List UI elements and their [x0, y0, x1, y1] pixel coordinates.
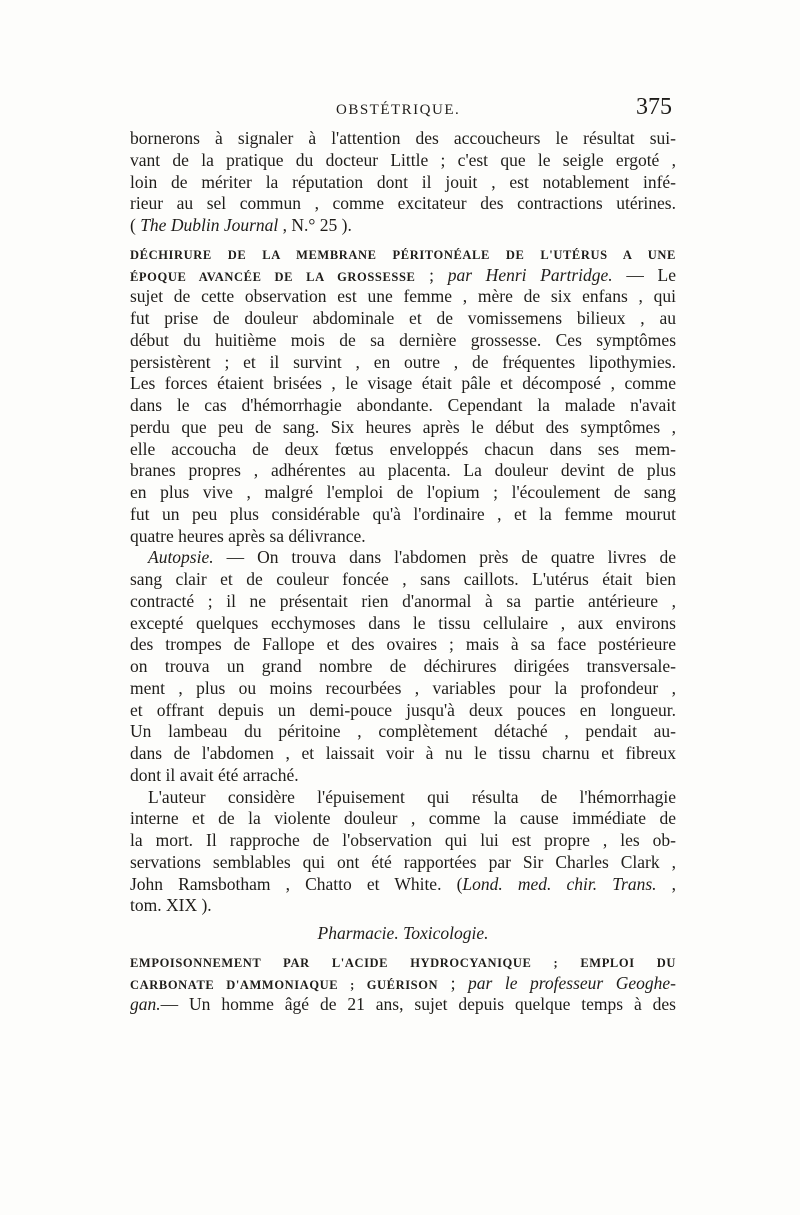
text-line	[130, 973, 676, 995]
italic-text: The Dublin Journal	[140, 215, 279, 235]
text-line	[130, 547, 676, 569]
text-run: la mort. Il rapproche de l'observation qui lui est propre , les ob-	[130, 830, 676, 850]
page-number: 375	[636, 94, 672, 120]
text-run: (	[130, 215, 141, 235]
text-line	[130, 923, 676, 945]
text-run: John Ramsbotham , Chatto et White. (	[130, 873, 463, 894]
text-line	[130, 395, 676, 417]
text-run: vant de la pratique du docteur Little ; c'est que le seigle ergoté ,	[130, 149, 676, 170]
text-line	[130, 634, 676, 656]
text-line	[130, 721, 676, 743]
text-run: dont il avait été arraché.	[130, 764, 299, 785]
text-line	[130, 743, 676, 765]
text-run: fut un peu plus considérable qu'à l'ordinaire , et la femme mourut	[130, 503, 676, 524]
text-run: perdu que peu de sang. Six heures après le début des symptômes ,	[130, 416, 676, 437]
text-run: , N.° 25 ).	[278, 215, 352, 235]
text-run: fut prise de douleur abdominale et de vomissemens bilieux , au	[130, 308, 676, 328]
text-line	[130, 526, 676, 548]
text-line	[130, 808, 676, 830]
page-body	[130, 128, 676, 1016]
text-line	[130, 286, 676, 308]
text-run: — Un homme âgé de 21 ans, sujet depuis quelque temps à des	[160, 994, 676, 1015]
text-line	[130, 591, 676, 613]
text-run: persistèrent ; et il survint , en outre , de fréquentes lipothymies.	[130, 351, 676, 372]
text-line	[130, 128, 676, 150]
text-line	[130, 951, 676, 973]
text-run: sujet de cette observation est une femme , mère de six enfans , qui	[130, 286, 676, 307]
text-run: interne et de la violente douleur , comme la cause immédiate de	[130, 808, 676, 829]
text-run: loin de mériter la réputation dont il jouit , est notablement infé-	[130, 171, 676, 192]
text-line	[130, 193, 676, 215]
text-run: — Le	[612, 264, 676, 285]
text-line	[130, 215, 676, 237]
text-run: sang clair et de couleur foncée , sans caillots. L'utérus était bien	[130, 569, 676, 589]
small-caps-heading: DÉCHIRURE DE LA MEMBRANE PÉRITONÉALE DE L'UTÉRUS A UNE	[130, 247, 676, 262]
text-line	[130, 700, 676, 722]
text-line	[130, 439, 676, 461]
text-line	[130, 569, 676, 591]
text-line	[130, 150, 676, 172]
text-run: et offrant depuis un demi-pouce jusqu'à deux pouces en longueur.	[130, 699, 676, 720]
text-line	[130, 678, 676, 700]
text-line	[130, 308, 676, 330]
text-line	[130, 265, 676, 287]
text-run: elle accoucha de deux fœtus enveloppés chacun dans ses mem-	[130, 438, 676, 459]
text-line	[130, 852, 676, 874]
text-run: on trouva un grand nombre de déchirures dirigées transversale-	[130, 656, 676, 676]
text-run: L'auteur considère l'épuisement qui résulta de l'hémorrhagie	[148, 786, 676, 807]
text-run: tom. XIX ).	[130, 895, 212, 916]
italic-text: Autopsie.	[148, 547, 214, 568]
italic-text: par Henri Partridge.	[447, 264, 613, 285]
text-line	[130, 994, 676, 1016]
text-line	[130, 460, 676, 482]
text-run: dans de l'abdomen , et laissait voir à nu le tissu charnu et fibreux	[130, 743, 676, 763]
text-run: rieur au sel commun , comme excitateur des contractions utérines.	[130, 193, 676, 214]
text-run: début du huitième mois de sa dernière grossesse. Ces symptômes	[130, 329, 676, 350]
text-line	[130, 504, 676, 526]
text-run: — On trouva dans l'abdomen près de quatre livres de	[213, 547, 676, 568]
text-line	[130, 330, 676, 352]
text-run: branes propres , adhérentes au placenta. La douleur devint de plus	[130, 460, 676, 481]
text-line	[130, 172, 676, 194]
italic-text: Pharmacie. Toxicologie.	[317, 923, 489, 943]
text-run: Les forces étaient brisées , le visage était pâle et décomposé , comme	[130, 373, 676, 394]
small-caps-heading: EMPOISONNEMENT PAR L'ACIDE HYDROCYANIQUE ; EMPLOI DU	[130, 955, 676, 970]
text-run: ;	[438, 972, 469, 993]
text-line	[130, 243, 676, 265]
italic-text: par le professeur Geoghe-	[468, 972, 676, 993]
text-run: contracté ; il ne présentait rien d'anormal à sa partie antérieure ,	[130, 590, 676, 611]
text-line	[130, 352, 676, 374]
text-run: ,	[656, 873, 677, 894]
italic-text: Lond. med. chir. Trans.	[462, 873, 657, 894]
text-run: Un lambeau du péritoine , complètement détaché , pendait au-	[130, 721, 676, 742]
text-line	[130, 765, 676, 787]
text-line	[130, 613, 676, 635]
text-run: excepté quelques ecchymoses dans le tissu cellulaire , aux environs	[130, 612, 676, 633]
small-caps-heading: CARBONATE D'AMMONIAQUE ; GUÉRISON	[130, 977, 439, 992]
text-run: ;	[415, 264, 448, 285]
italic-text: gan.	[130, 994, 161, 1015]
text-line	[130, 874, 676, 896]
text-line	[130, 895, 676, 917]
text-line	[130, 656, 676, 678]
small-caps-heading: ÉPOQUE AVANCÉE DE LA GROSSESSE	[130, 269, 416, 284]
page-header	[132, 96, 672, 126]
text-run: dans le cas d'hémorrhagie abondante. Cependant la malade n'avait	[130, 395, 676, 415]
text-line	[130, 417, 676, 439]
text-run: ment , plus ou moins recourbées , variables pour la profondeur ,	[130, 677, 676, 698]
text-line	[130, 787, 676, 809]
text-run: bornerons à signaler à l'attention des accoucheurs le résultat sui-	[130, 128, 676, 148]
text-run: servations semblables qui ont été rapportées par Sir Charles Clark ,	[130, 851, 676, 872]
text-line	[130, 482, 676, 504]
text-line	[130, 830, 676, 852]
text-run: des trompes de Fallope et des ovaires ; mais à sa face postérieure	[130, 634, 676, 655]
text-run: en plus vive , malgré l'emploi de l'opium ; l'écoulement de sang	[130, 482, 676, 502]
text-line	[130, 373, 676, 395]
running-title: OBSTÉTRIQUE.	[336, 102, 461, 118]
text-run: quatre heures après sa délivrance.	[130, 525, 366, 546]
